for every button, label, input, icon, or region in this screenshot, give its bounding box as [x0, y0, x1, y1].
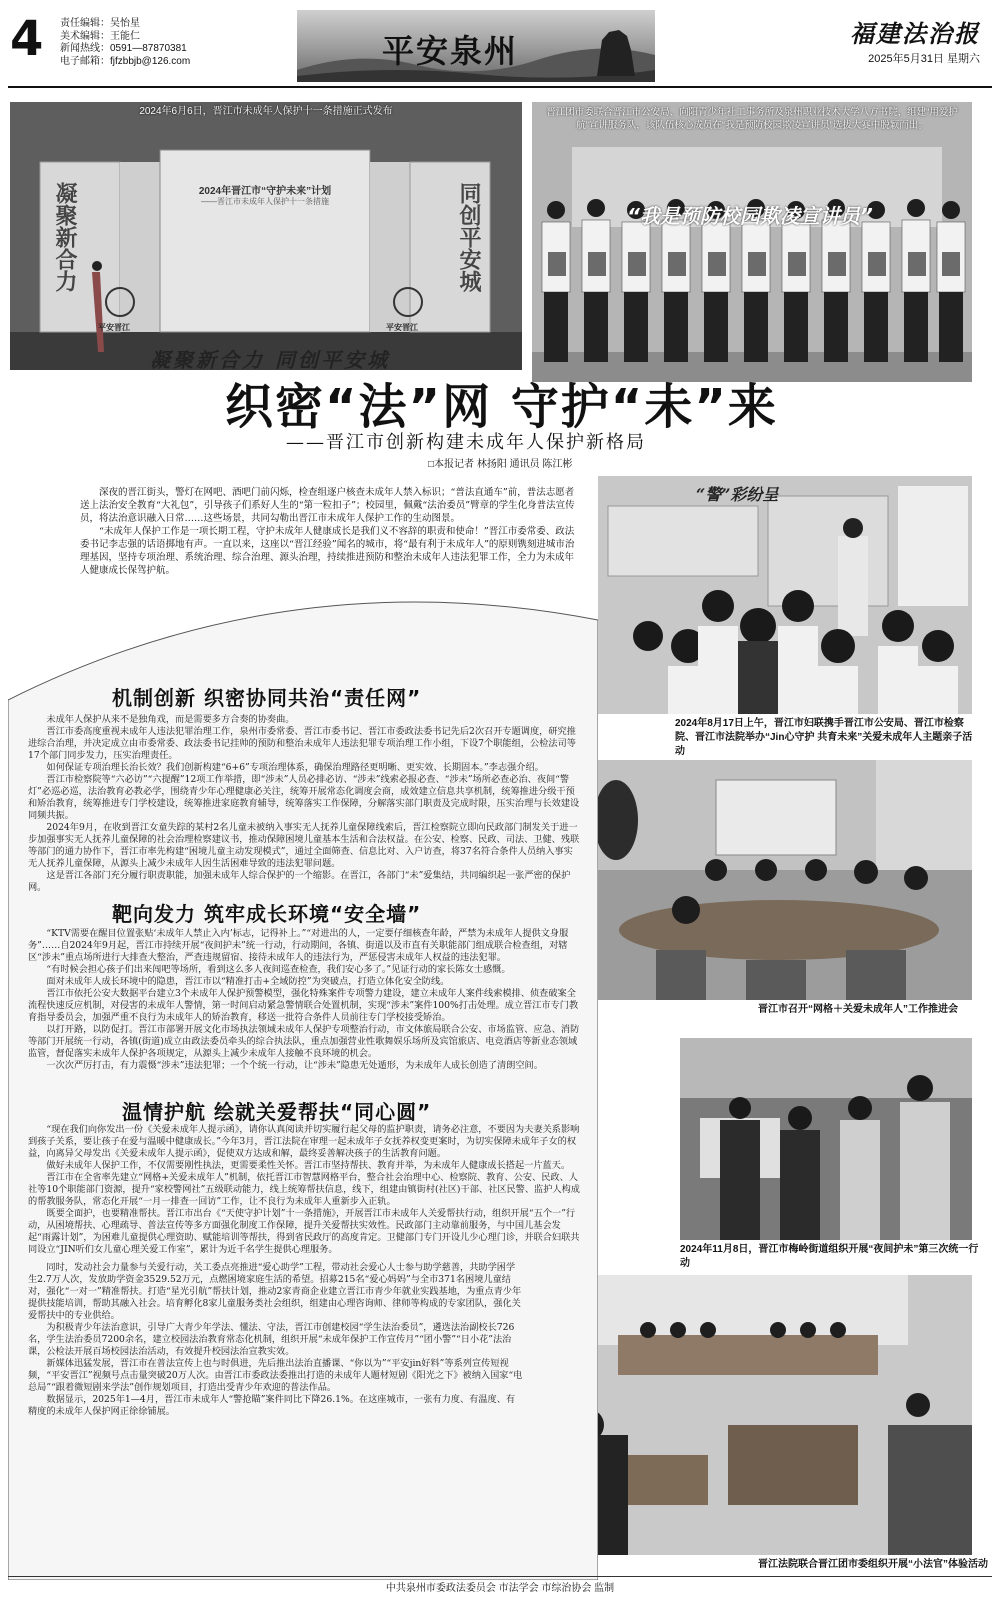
- patrol-illustration: [680, 1038, 972, 1240]
- lead-paragraph: “未成年人保护工作是一项长期工程，守护未成年人健康成长是我们义不容辞的职责和使命！”晋江市委常委、政法委书记李志强的话语掷地有声。一直以来，这座以“晋江经验”闻名的城市，将“最有利于未成年人”的原则镌刻进城市治理基因，坚持专项治理、系统治理、综合治理、源头治理，持续推进预防和整治未成年人违法犯罪工作，全力为未成年人健康成长保驾护航。: [80, 526, 575, 576]
- police-kids-illustration: [598, 476, 972, 714]
- photo-parent-child-event: [598, 476, 972, 714]
- logo-ping-an-jinjiang-right: 平安晋江: [386, 323, 418, 332]
- issue-date: 2025年5月31日 星期六: [868, 53, 980, 65]
- byline: □本报记者 林扬阳 通讯员 陈江彬: [428, 459, 573, 470]
- header-rule: [8, 86, 992, 88]
- section-banner: [297, 10, 655, 82]
- body-paragraph: 晋江市委高度重视未成年人违法犯罪治理工作，泉州市委常委、晋江市委书记、晋江市委政法委书记先后2次召开专题调度，研究推进综合治理，并决定成立由市委常委、政法委书记挂帅的预防和整治未成年人违法犯罪专项治理工作小组，下设7个职能组，公检法司等17个部门同步发力，压实治理责任。: [28, 726, 576, 761]
- section-body: [28, 714, 580, 894]
- body-paragraph: “现在我们向你发出一份《关爱未成年人提示函》，请你认真阅读并切实履行起父母的监护职责，请务必注意，不要因为夫妻关系影响到孩子关系，要让孩子在爱与温暖中健康成长。”今年3月，晋江法院在审理一起未成年子女抚养权变更案时，为切实保障未成年子女的权益，向离异父母发出《关爱未成年人提示函》，促使双方达成和解，最终妥善解决孩子的生活教育问题。: [28, 1124, 580, 1159]
- body-paragraph: 做好未成年人保护工作，不仅需要刚性执法，更需要柔性关怀。晋江市坚持帮扶、教育并举，为未成年人健康成长搭起一片蓝天。: [46, 1160, 571, 1171]
- article-lead: [80, 486, 580, 577]
- body-paragraph: 既要全面护，也要精准帮扶。晋江市出台《“天使守护计划”十一条措施》，开展晋江市未成年人关爱帮扶行动，组织开展“五个一”行动，从困境帮扶、心理疏导、普法宣传等多方面强化制度工作保障，提升关爱帮扶实效性。民政部门主动靠前服务，与中国儿基会发起“雨露计划”，为困难儿童提供心理资助、赋能培训等帮扶，得到省民政厅的高度肯定。卫健部门专门开设儿少心理门诊，并联合妇联共同设立“JIN听们女儿童心理关爱工作室”，累计为近千名学生提供心理服务。: [28, 1208, 580, 1255]
- section-body-continued: [28, 1262, 524, 1418]
- page-number: 4: [10, 11, 44, 67]
- editor-line: 新闻热线：0591—87870381: [60, 43, 187, 54]
- body-paragraph: 如何保证专项治理长治长效？我们创新构建“6+6”专项治理体系，确保治理路径更明晰、更实效、长期固本。”李志强介绍。: [46, 762, 544, 773]
- photo-caption-overlay: 晋江团市委联合晋江市公安局、向阳青少年社工事务所及泉州职业技术大学八方书院，组建“用爱护航”宣讲服务队，该队伍核心成员在“我是预防校园欺凌宣讲员”选拔大赛中脱颖而出。: [546, 107, 958, 131]
- stage-slogan-right: 同创平安城: [456, 182, 482, 292]
- editor-line: 电子邮箱：fjfzbbjb@126.com: [60, 55, 191, 67]
- body-paragraph: 为积极青少年法治意识，引导广大青少年学法、懂法、守法，晋江市创建校园“学生法治委员”，遴选法治副校长726名，学生法治委员7200余名，建立校园法治教育常态化机制，组织开展“未成年保护工作宣传月”“团小警”“日小花”法治课，公检法开展百场校园法治活动，有效提升校园法治宣教实效。: [28, 1322, 515, 1357]
- wall-sign: “警”彩纷呈: [696, 485, 779, 504]
- section-title: 机制创新 织密协同共治“责任网”: [112, 686, 422, 710]
- body-paragraph: 这是晋江各部门充分履行职责职能，加强未成年人综合保护的一个缩影。在晋江，各部门“未”爱集结，共同编织起一张严密的保护网。: [28, 870, 571, 893]
- masthead: [0, 0, 1000, 88]
- screen-subtitle: ——晋江市未成年人保护十一条措施: [201, 197, 329, 206]
- body-paragraph: 未成年人保护从来不是独角戏，而是需要多方合奏的协奏曲。: [46, 714, 295, 725]
- section-title: 温情护航 绘就关爱帮扶“同心圆”: [122, 1100, 432, 1124]
- photo-launch-ceremony: [10, 102, 522, 370]
- contest-banner: “我是预防校园欺凌宣讲员”: [627, 204, 873, 228]
- photo-caption: 晋江法院联合晋江团市委组织开展“小法官”体验活动: [758, 1559, 988, 1570]
- group-photo-illustration: [532, 102, 972, 382]
- body-paragraph: 晋江市依托公安大数据平台建立3个未成年人保护预警模型，强化特殊案件专项警力建设，建立未成年人案件线索模排、侦查破案全流程快速反应机制，对侵害的未成年人警情，第一时间启动紧急警情联合处置机制，实现“涉未”案件100%打击处理。成立晋江市专门教育指导委员会，加强严重不良行为未成年人的矫治教育，移送一批符合条件人员前往专门学校接受矫治。: [28, 988, 579, 1023]
- stage-slogan-left: 凝聚新合力: [52, 182, 78, 292]
- photo-night-patrol: [680, 1038, 972, 1240]
- footer-credit: 中共泉州市委政法委员会 市法学会 市综治协会 监制: [385, 1583, 615, 1594]
- photo-grid-meeting: [586, 760, 972, 1000]
- editor-info: [60, 18, 190, 68]
- body-paragraph: 晋江市检察院等“六必访”“六提醒”12项工作举措，即“涉未”人员必排必访、“涉未”线索必报必查、“涉未”场所必查必治、夜间“警灯”必巡必巡，法治教育必教必学，围绕青少年心理健康必关注，统筹开展常态化调度会商，成效建立信息共享机制，统筹推进分级干预和矫治教育，统筹推进专门学校建设，统筹推进家庭教育辅导，统筹落实工作保障，分解落实部门职责及完成时限，压实治理与长效建设同频共振。: [28, 774, 580, 821]
- body-paragraph: “KTV需要在醒目位置张贴‘未成年人禁止入内’标志，记得补上。”“对进出的人，一定要仔细核查年龄，严禁为未成年人提供文身服务”……自2024年9月起，晋江市持续开展“夜间护未”统一行动，行动期间，各镇、街道以及市直有关职能部门组成联合检查组，对辖区“涉未”重点场所进行大排查大整治，严查违规留宿、接待未成年人的违法行为，严惩侵害未成年人权益的违法犯罪。: [28, 928, 569, 963]
- body-paragraph: 2024年9月，在收到晋江女童失踪的某村2名儿童未被纳入事实无人抚养儿童保障线索后，晋江检察院立即向民政部门制发关于进一步加强事实无人抚养儿童保障的社会治理检察建议书，推动保障困境儿童基本生活和合法权益。在公安、检察、民政、司法、卫健、残联等部门的通力协作下，晋江市率先构建“困境儿童主动发现模式”，通过全面筛查、信息比对、入户访查，将37名符合条件人员纳入事实无人抚养儿童保障，从源头上减少未成年人因生活困难导致的违法犯罪问题。: [28, 822, 580, 869]
- body-paragraph: 晋江市在全省率先建立“网格+关爱未成年人”机制，依托晋江市智慧网格平台，整合社会治理中心、检察院、教育、公安、民政、人社等10个职能部门资源，提升“家校警网社”五级联动能力，线上统筹帮扶信息，线下，组建由镇街村(社区)干部、社区民警、监护人构成的帮教服务队，常态化开展“一月一排查一回访”工作，让不良行为未成年人重新步入正轨。: [28, 1172, 580, 1207]
- banner-title: 平安泉州: [382, 32, 519, 70]
- section-body: [28, 1124, 580, 1256]
- footer-rule: [8, 1576, 992, 1577]
- body-paragraph: 新媒体迅猛发展，晋江市在普法宣传上也与时俱进，先后推出法治直播课、“你以为”“平安jin好料”等系列宣传短视频，“平安晋江”视频号点击量突破20万人次。由晋江市委政法委推出打造的未成年人題材短剧《阳光之下》被纳入国家“电总局”“跟着微短剧来学法”创作规划项目，打造出受青少年欢迎的普法作品。: [28, 1358, 523, 1393]
- body-paragraph: 数据显示，2025年1—4月，晋江市未成年人“警抢瞄”案件同比下降26.1%。在这座城市，一张有力度、有温度、有精度的未成年人保护网正徐徐铺展。: [28, 1394, 516, 1417]
- meeting-illustration: [586, 760, 972, 1000]
- subheadline: ——晋江市创新构建未成年人保护新格局: [286, 432, 646, 453]
- stage-bottom-banner: 凝聚新合力 同创平安城: [150, 348, 390, 370]
- stage-illustration: [10, 102, 522, 370]
- photo-speaker-contest: [532, 102, 972, 382]
- body-paragraph: 同时，发动社会力量参与关爱行动，关工委点亮推进“爱心助学”工程，带动社会爱心人士参与助学慈善，共助学困学生2.7万人次，发放助学资金3529.52万元，点燃困境家庭生活的希望。招募215名“爱心妈妈”与全市371名困境儿童结对，强化“一对一”精准帮扶。打造“星光引航”帮扶计划，推动2家青商企业建立晋江市青少年就业实践基地，为重点青少年提供技能培训，帮助其融入社会。培育孵化8家儿童服务类社会组织，组建由心理咨询师、律师等构成的专家团队，强化关爱帮扶中的专业供给。: [28, 1262, 522, 1321]
- headline: 织密“法”网 守护“未”来: [225, 379, 778, 435]
- body-paragraph: 以打开路，以防促打。晋江市部署开展文化市场执法领域未成年人保护专项整治行动，市文体旅局联合公安、市场监管、应急、消防等部门开展统一行动，各镇(街道)成立由政法委员牵头的综合执法队，重点加强营业性歌舞娱乐场所及宾馆旅店、电竞酒店等新业态领域监管，督促落实未成年人保护各项规定，从源头上减少未成年人接触不良环境的机会。: [28, 1024, 580, 1059]
- section-body: [28, 928, 580, 1072]
- photo-caption: 2024年11月8日，晋江市梅岭街道组织开展“夜间护未”第三次统一行动: [680, 1244, 979, 1269]
- lead-paragraph: 深夜的晋江街头，警灯在网吧、酒吧门前闪烁，检查组逐户核查未成年人禁入标识；“普法直通车”前，普法志愿者送上法治安全教育“大礼包”，引导孩子们系好人生的“第一粒扣子”；校园里，佩戴“法治委员”臂章的学生化身普法宣传员，将法治意识融入日常……这些场景，共同勾勒出晋江市未成年人保护工作的生动图景。: [80, 487, 575, 524]
- body-paragraph: 面对未成年人成长环境中的隐患，晋江市以“精准打击+全域防控”为突破点，打造立体化安全防线。: [46, 976, 450, 987]
- photo-caption-overlay: 2024年6月6日，晋江市未成年人保护十一条措施正式发布: [139, 106, 393, 117]
- photo-caption: 2024年8月17日上午，晋江市妇联携手晋江市公安局、晋江市检察院、晋江市法院举办“Jin心守护 共育未来”关爱未成年人主题亲子活动: [675, 718, 973, 757]
- screen-title: 2024年晋江市“守护未来”计划: [198, 186, 332, 197]
- body-paragraph: 一次次严厉打击，有力震慑“涉未”违法犯罪；一个个统一行动，让“涉未”隐患无处遁形，为未成年人成长创造了清朗空间。: [46, 1060, 543, 1071]
- paper-logo: 福建法治报: [850, 19, 980, 48]
- editor-line: 责任编辑：吴怡星: [60, 18, 140, 29]
- section-title: 靶向发力 筑牢成长环境“安全墙”: [112, 902, 422, 926]
- photo-caption: 晋江市召开“网格＋关爱未成年人”工作推进会: [758, 1004, 958, 1015]
- body-paragraph: “有时候会担心孩子们出来闯吧等场所，看到这么多人夜间巡查检查，我们安心多了。”见证行动的家长陈女士感慨。: [46, 964, 511, 975]
- editor-line: 美术编辑：王能仁: [60, 30, 140, 42]
- logo-ping-an-jinjiang-left: 平安晋江: [98, 323, 130, 332]
